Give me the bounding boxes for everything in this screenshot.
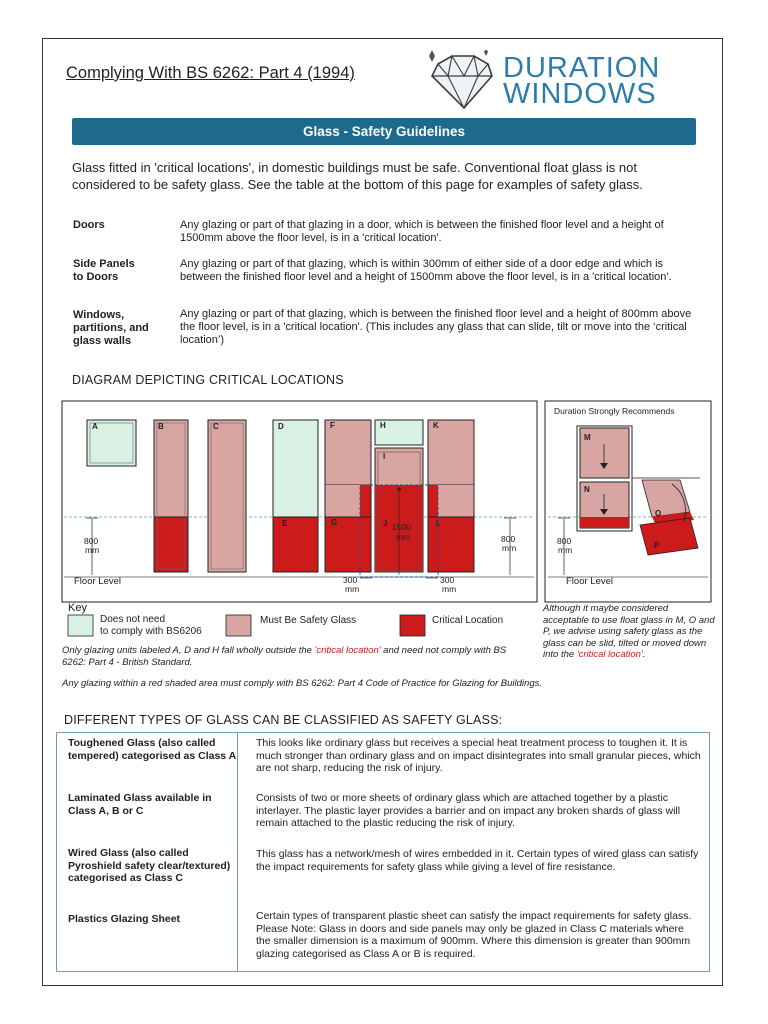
- panel-c: [208, 420, 246, 572]
- glass-desc-plastics: Certain types of transparent plastic sheet can satisfy the impact requirements for safety glass. Please Note: Glass in doors and side panels may only be glazed in Class C materials where the smaller dimension is a maximum of 900mm. Where this dimension is greater than 900mm glazing categorised as Class A or B is required.: [256, 910, 692, 960]
- panel-label-i: I: [383, 452, 386, 461]
- glass-type-toughened: Toughened Glass (also called tempered) categorised as Class A: [68, 737, 237, 762]
- panel-label-b: B: [158, 422, 164, 431]
- panel-e: [273, 517, 318, 572]
- key-label-not-need-2: to comply with BS6206: [100, 626, 202, 637]
- glass-type-wired: Wired Glass (also called Pyroshield safety clear/textured) categorised as Class C: [68, 847, 231, 884]
- panel-label-l: L: [436, 519, 441, 528]
- label-800-right: 800: [501, 534, 516, 544]
- key-label-critical: Critical Location: [432, 615, 504, 626]
- diagram-heading: DIAGRAM DEPICTING CRITICAL LOCATIONS: [72, 373, 344, 387]
- panel-d: [273, 420, 318, 517]
- document-title: Complying With BS 6262: Part 4 (1994): [66, 64, 355, 82]
- label-1500-mm: mm: [396, 532, 411, 542]
- panel-label-o: O: [655, 509, 662, 518]
- label-800-left: 800: [84, 536, 99, 546]
- panel-b-critical: [154, 517, 188, 572]
- glass-desc-wired: This glass has a network/mesh of wires embedded in it. Certain types of wired glass can satisfy the impact requirements for safety glass while giving a level of fire resistance.: [256, 848, 699, 873]
- note-only-glazing: Only glazing units labeled A, D and H fall wholly outside the 'critical location' and need not comply with BS 6262: Part 4 - British Standard.: [62, 645, 507, 668]
- note-recommend: Although it maybe considered acceptable to use float glass in M, O and P, we advise using safety glass as the glass can be slid, tilted or moved down into the 'critical location'.: [543, 603, 715, 660]
- panel-label-h: H: [380, 421, 386, 430]
- panel-label-n: N: [584, 485, 590, 494]
- label-300-right-mm: mm: [442, 584, 457, 594]
- floor-level-label: Floor Level: [74, 576, 121, 587]
- location-text-windows: Any glazing or part of that glazing, which is between the finished floor level and a height of 800mm above the floor level, is in a 'critical location'. (This includes any glass that can slide, tilt or move into the ‘critical location’): [180, 308, 692, 346]
- glass-desc-laminated: Consists of two or more sheets of ordinary glass which are attached together by a plastic interlayer. The plastic layer provides a barrier and on impact any broken shards of glass will remain attached to the plastic reducing the risk of injury.: [256, 792, 681, 829]
- label-1500: 1500: [392, 522, 411, 532]
- panel-b: [154, 420, 188, 517]
- location-text-side-panels: Any glazing or part of that glazing, which is within 300mm of either side of a door edge and which is between the finished floor level and a height of 1500mm above the floor level, is in a 'critical location'.: [180, 258, 672, 283]
- panel-label-e: E: [282, 519, 288, 528]
- panel-o: [642, 480, 690, 517]
- label-300-left-mm: mm: [345, 584, 360, 594]
- section-banner: Glass - Safety Guidelines: [72, 118, 696, 145]
- glass-desc-toughened: This looks like ordinary glass but receives a special heat treatment process to toughen it. It is much stronger than ordinary glass and on impact disintegrates into small granular pieces, which are not sharp, reducing the risk of injury.: [256, 737, 701, 774]
- recommend-title: Duration Strongly Recommends: [554, 406, 675, 416]
- intro-paragraph: Glass fitted in 'critical locations', in domestic buildings must be safe. Conventional float glass is not considered to be safety glass. See the table at the bottom of this page for examples of safety glass.: [72, 160, 643, 192]
- key-swatch-safety: [226, 615, 251, 636]
- panel-label-a: A: [92, 422, 98, 431]
- logo-text-duration: DURATION: [503, 52, 661, 84]
- label-800-recommend-mm: mm: [558, 545, 573, 555]
- panel-label-m: M: [584, 433, 591, 442]
- glass-type-plastics: Plastics Glazing Sheet: [68, 913, 181, 925]
- logo-text-windows: WINDOWS: [503, 78, 657, 110]
- key-swatch-critical: [400, 615, 425, 636]
- label-300-left: 300: [343, 575, 358, 585]
- key-label-must-be: Must Be Safety Glass: [260, 615, 357, 626]
- panel-label-c: C: [213, 422, 219, 431]
- glass-type-laminated: Laminated Glass available in Class A, B or C: [68, 792, 212, 817]
- key-title: Key: [68, 602, 87, 614]
- key-label-not-need-1: Does not need: [100, 614, 166, 625]
- panel-label-k: K: [433, 421, 439, 430]
- panel-p: [640, 518, 698, 555]
- location-name-windows: Windows, partitions, and glass walls: [73, 309, 149, 347]
- label-800-recommend: 800: [557, 536, 572, 546]
- panel-label-j: J: [383, 519, 388, 528]
- glass-types-heading: DIFFERENT TYPES OF GLASS CAN BE CLASSIFIED AS SAFETY GLASS:: [64, 713, 503, 727]
- label-800-left-mm: mm: [85, 545, 100, 555]
- panel-label-d: D: [278, 422, 284, 431]
- location-name-side-panels: Side Panels to Doors: [73, 258, 135, 283]
- label-800-right-mm: mm: [502, 543, 517, 553]
- panel-label-f: F: [330, 421, 335, 430]
- panel-label-p: P: [654, 541, 660, 550]
- label-300-right: 300: [440, 575, 455, 585]
- note-red-area: Any glazing within a red shaded area must comply with BS 6262: Part 4 Code of Practice for Glazing for Buildings.: [62, 678, 542, 689]
- floor-level-label-recommend: Floor Level: [566, 576, 613, 587]
- panel-label-g: G: [331, 518, 338, 527]
- location-name-doors: Doors: [73, 219, 105, 231]
- panel-l: [428, 517, 474, 572]
- key-swatch-safe: [68, 615, 93, 636]
- location-text-doors: Any glazing or part of that glazing in a door, which is between the finished floor level and a height of 1500mm above the floor level, is in a 'critical location'.: [180, 219, 664, 244]
